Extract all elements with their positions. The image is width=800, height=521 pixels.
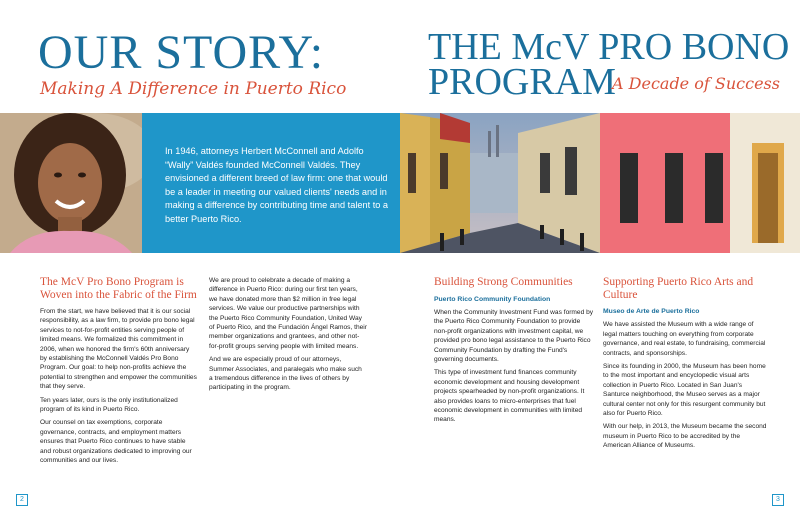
paragraph: We have assisted the Museum with a wide range of legal matters touching on everything from corporate governance, and real estate, to fundraising, commercial contracts, and sponsorships.: [603, 321, 766, 357]
col-decade-celebration: [209, 276, 367, 397]
paragraph: Ten years later, ours is the only institutionalized program of its kind in Puerto Rico.: [40, 396, 178, 414]
paragraph: And we are especially proud of our attorneys, Summer Associates, and paralegals who make such a tremendous difference in the lives of others by participating in the program.: [209, 356, 362, 392]
page-number-left: 2: [16, 494, 28, 506]
street-photo: [400, 113, 800, 253]
paragraph: Since its founding in 2000, the Museum has been home to the most important and encyclopedic visual arts collection in Puerto Rico. Located in San Juan's Santurce neighborhood, the Museo serves as a major cultural center not only for this resurgent community but also for Puerto Rico.: [603, 363, 766, 418]
section-heading: Building Strong Communities: [434, 276, 573, 288]
section-subheading: Museo de Arte de Puerto Rico: [603, 308, 700, 315]
girl-photo: [0, 113, 142, 253]
col-strong-communities: [434, 276, 594, 429]
section-subheading: Puerto Rico Community Foundation: [434, 295, 551, 303]
paragraph: Our counsel on tax exemptions, corporate governance, contracts, and employment matters ensures that Puerto Rico continues to have stable and robust organizations dedicated to improving our communities and our lives.: [40, 419, 192, 465]
intro-text: In 1946, attorneys Herbert McConnell and Adolfo “Wally” Valdés founded McConnell Valdés. They envisioned a different breed of law firm: one that would be a leader in meeting our valued clients' needs and in making a difference by contributing time and talent to a better Puerto Rico.: [165, 146, 389, 224]
col-fabric-of-firm: [40, 276, 198, 470]
right-page-subtitle: A Decade of Success: [612, 74, 780, 93]
left-page-title: OUR STORY:: [38, 26, 325, 79]
section-heading: The McV Pro Bono Program is Woven into the Fabric of the Firm: [40, 276, 197, 301]
right-page-title-line2: PROGRAM: [428, 61, 616, 103]
paragraph: We are proud to celebrate a decade of making a difference in Puerto Rico: during our first ten years, we have donated more than $2 million in free legal services. We value our productive partnerships with the Puerto Rico Community Foundation, United Way of Puerto Rico, and the Fundación Ángel Ramos, their member organizations and grantees, and other not-for-profit groups serving people with limited means.: [209, 277, 367, 350]
left-page-subtitle: Making A Difference in Puerto Rico: [40, 79, 347, 99]
right-page-title-line1: THE McV PRO BONO: [428, 26, 790, 68]
paragraph: With our help, in 2013, the Museum became the second museum in Puerto Rico to be accredited by the American Alliance of Museums.: [603, 423, 767, 450]
col-arts-culture: [603, 276, 767, 455]
paragraph: When the Community Investment Fund was formed by the Puerto Rico Community Foundation to provide non-profit organizations with investment capital, we provided pro bono legal assistance to the Puerto Rico Community Foundation by drafting the Fund's governing documents.: [434, 308, 594, 363]
paragraph: This type of investment fund finances community economic development and housing development projects spearheaded by non-profit organizations. It also provides loans to micro-enterprises that fuel economic development in communities with limited means.: [434, 369, 585, 424]
section-heading: Supporting Puerto Rico Arts and Culture: [603, 276, 754, 301]
page-number-right: 3: [772, 494, 784, 506]
paragraph: From the start, we have believed that it is our social responsibility, as a law firm, to provide pro bono legal services to not-for-profit entities serving people of limited means. We formalized this commitment in 2006, when we honored the firm's 60th anniversary by establishing the McConnell Valdés Pro Bono Program. Our goal: to help non-profits achieve the potential to strengthen and empower the communities that they serve.: [40, 308, 197, 391]
